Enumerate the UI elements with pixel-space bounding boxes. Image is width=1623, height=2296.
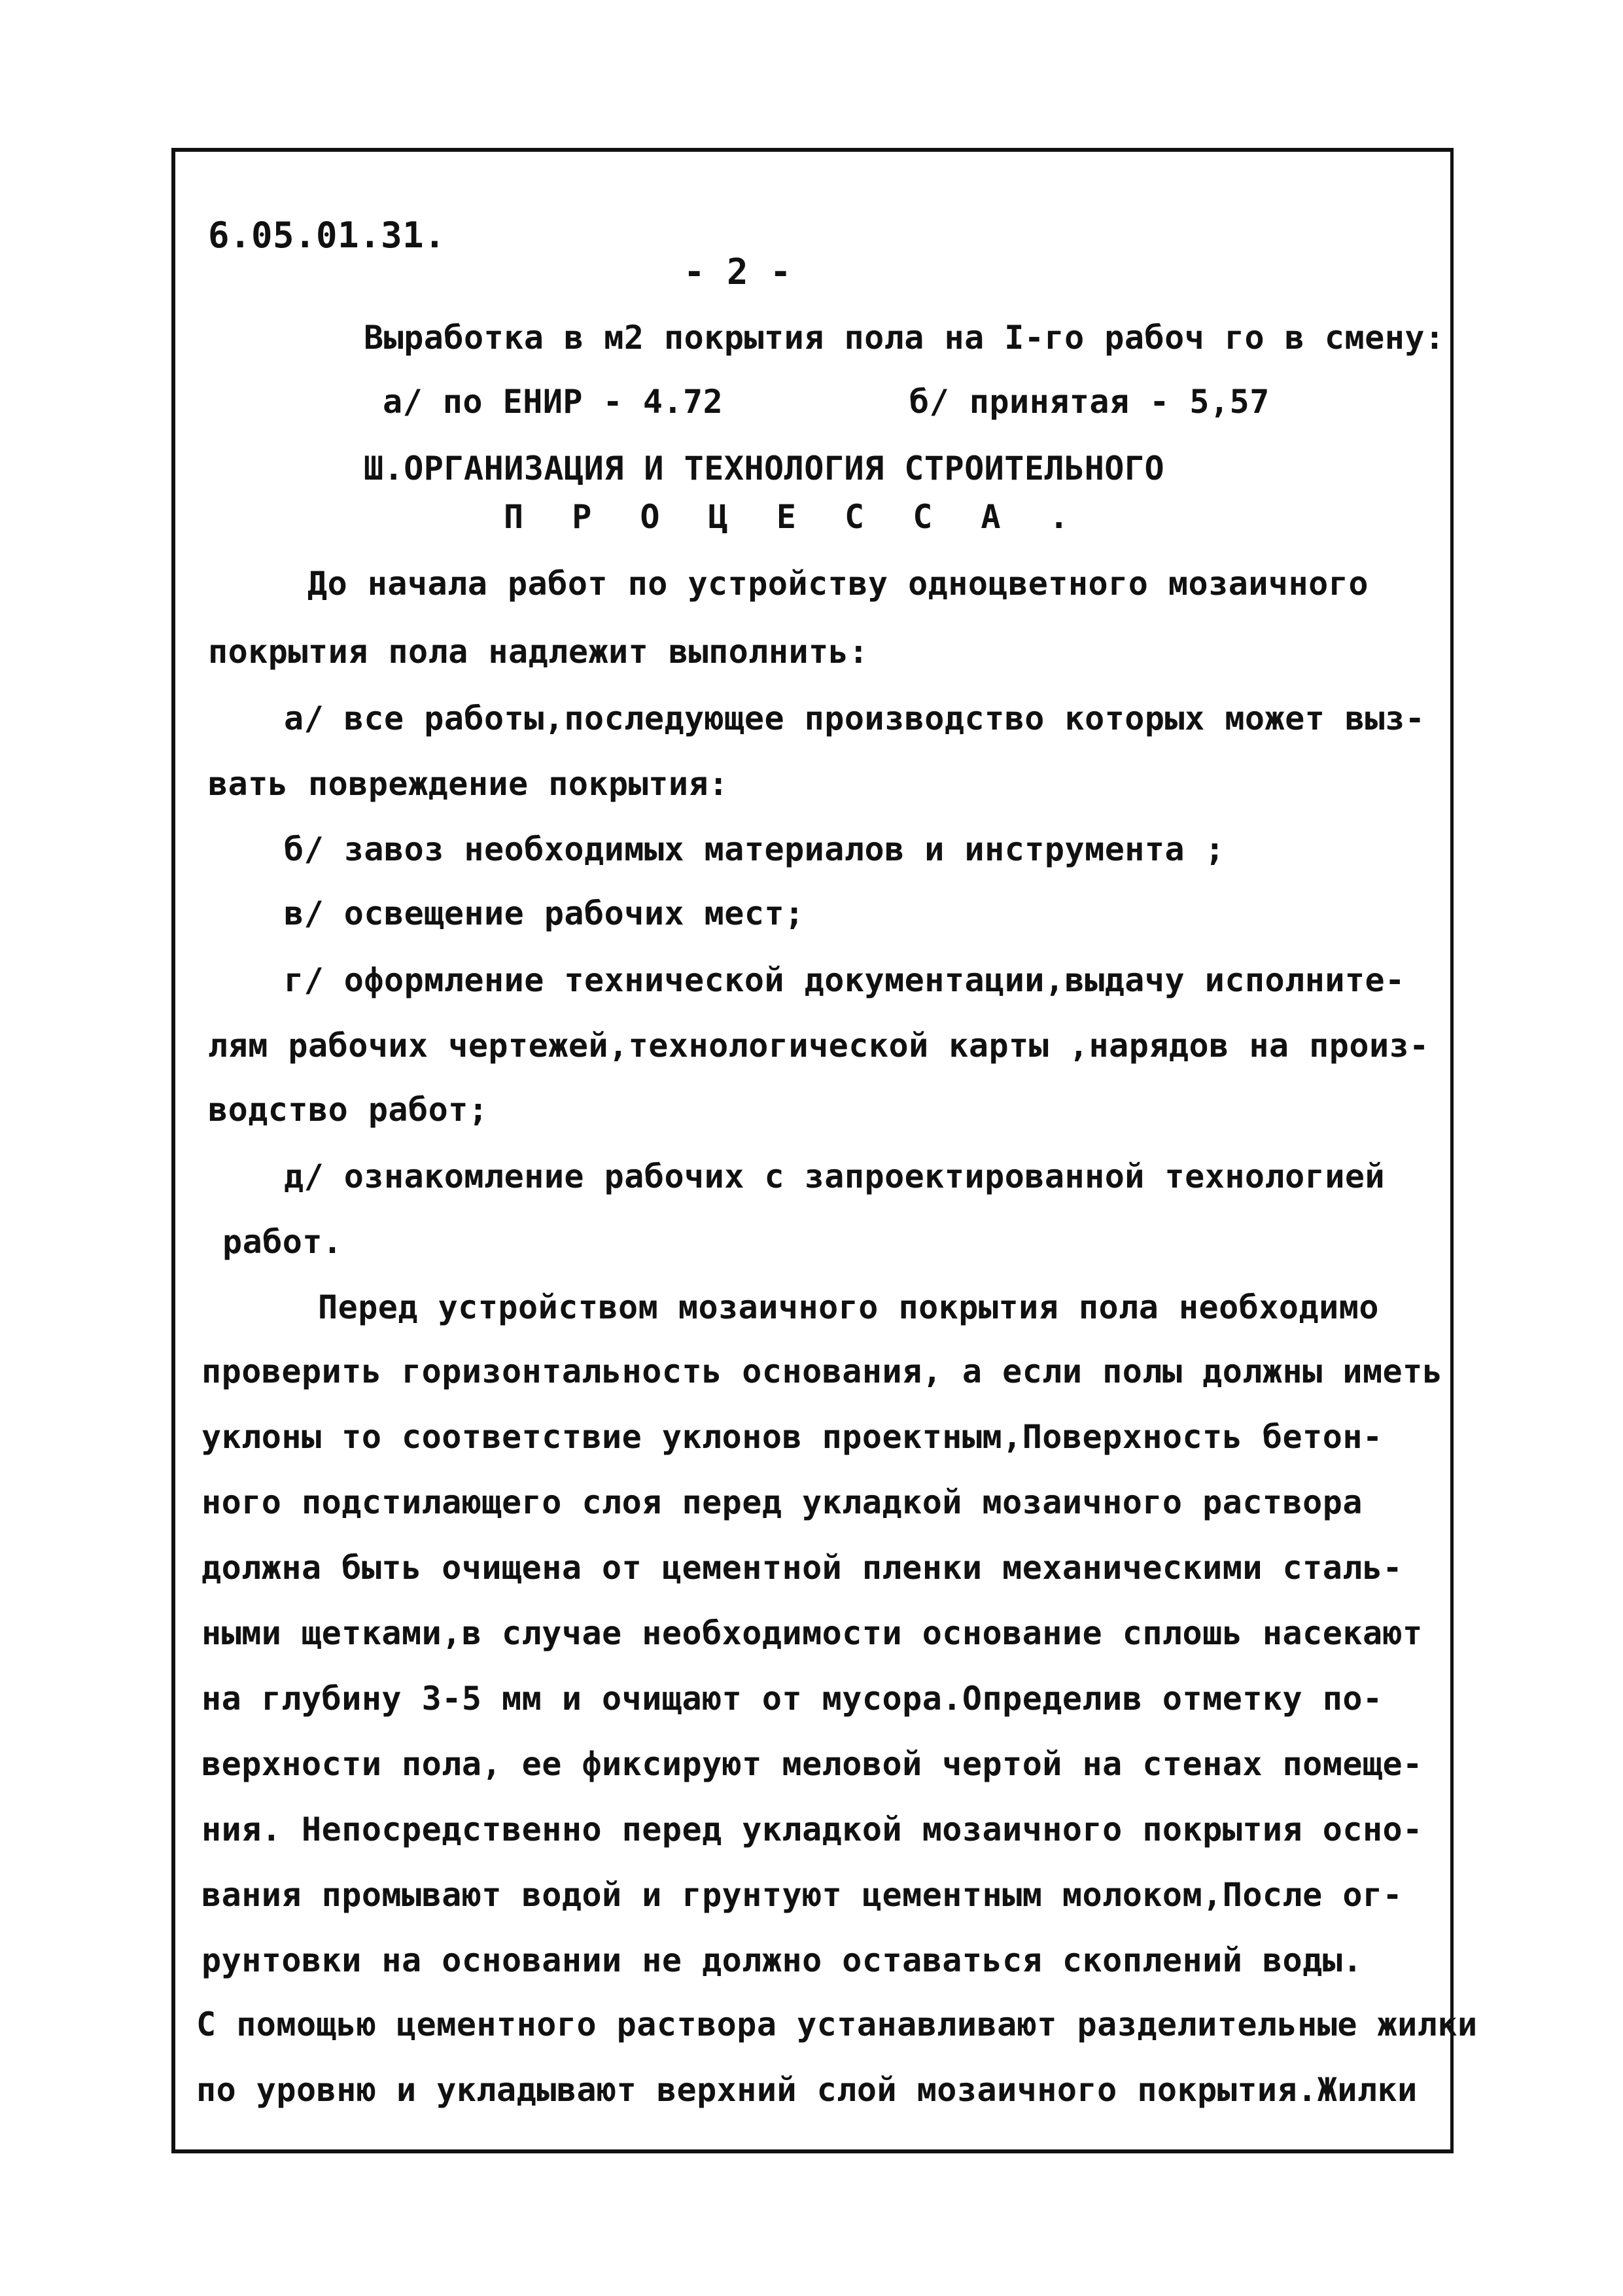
body-line-21: вания промывают водой и грунтуют цементным молоком,После ог-: [201, 1876, 1403, 1914]
body-line-5: б/ завоз необходимых материалов и инструмента ;: [284, 830, 1225, 868]
body-line-12: Перед устройством мозаичного покрытия пола необходимо: [318, 1288, 1379, 1326]
body-line-3: а/ все работы,последующее производство которых может выз-: [284, 699, 1425, 737]
body-line-13: проверить горизонтальность основания, а если полы должны иметь: [201, 1352, 1443, 1390]
body-line-14: уклоны то соответствие уклонов проектным,Поверхность бетон-: [201, 1418, 1383, 1456]
body-line-9: водство работ;: [208, 1091, 489, 1129]
body-line-17: ными щетками,в случае необходимости основание сплошь насекают: [201, 1614, 1423, 1652]
body-line-7: г/ оформление технической документации,выдачу исполните-: [284, 961, 1405, 999]
section-title: Ш.ОРГАНИЗАЦИЯ И ТЕХНОЛОГИЯ СТРОИТЕЛЬНОГО: [364, 450, 1165, 487]
body-line-15: ного подстилающего слоя перед укладкой мозаичного раствора: [201, 1483, 1363, 1521]
body-line-8: лям рабочих чертежей,технологической карты ,нарядов на произ-: [208, 1027, 1429, 1065]
body-line-20: ния. Непосредственно перед укладкой мозаичного покрытия осно-: [201, 1810, 1423, 1848]
body-line-19: верхности пола, ее фиксируют меловой чертой на стенах помеще-: [201, 1745, 1423, 1783]
body-line-4: вать повреждение покрытия:: [208, 765, 729, 803]
body-line-24: по уровню и укладывают верхний слой мозаичного покрытия.Жилки: [196, 2071, 1418, 2109]
body-line-16: должна быть очищена от цементной пленки механическими сталь-: [201, 1549, 1403, 1587]
output-rate-line: Выработка в м2 покрытия пола на I-го рабоч го в смену:: [364, 319, 1445, 357]
document-code: 6.05.01.31.: [208, 215, 446, 256]
body-line-2: покрытия пола надлежит выполнить:: [208, 633, 869, 671]
page-number: - 2 -: [684, 251, 792, 292]
output-rate-enir: а/ по ЕНИР - 4.72: [383, 383, 724, 421]
body-line-11: работ.: [222, 1223, 343, 1261]
body-line-23: С помощью цементного раствора устанавливают разделительные жилки: [196, 2005, 1478, 2043]
body-line-10: д/ ознакомление рабочих с запроектированной технологией: [284, 1157, 1386, 1195]
section-title-continued: П Р О Ц Е С С А .: [504, 498, 1083, 536]
body-line-6: в/ освещение рабочих мест;: [284, 894, 805, 932]
output-rate-accepted: б/ принятая - 5,57: [909, 383, 1270, 421]
body-line-18: на глубину 3-5 мм и очищают от мусора.Определив отметку по-: [201, 1680, 1383, 1718]
body-line-1: До начала работ по устройству одноцветного мозаичного: [307, 565, 1369, 603]
body-line-22: рунтовки на основании не должно оставаться скоплений воды.: [201, 1941, 1363, 1979]
